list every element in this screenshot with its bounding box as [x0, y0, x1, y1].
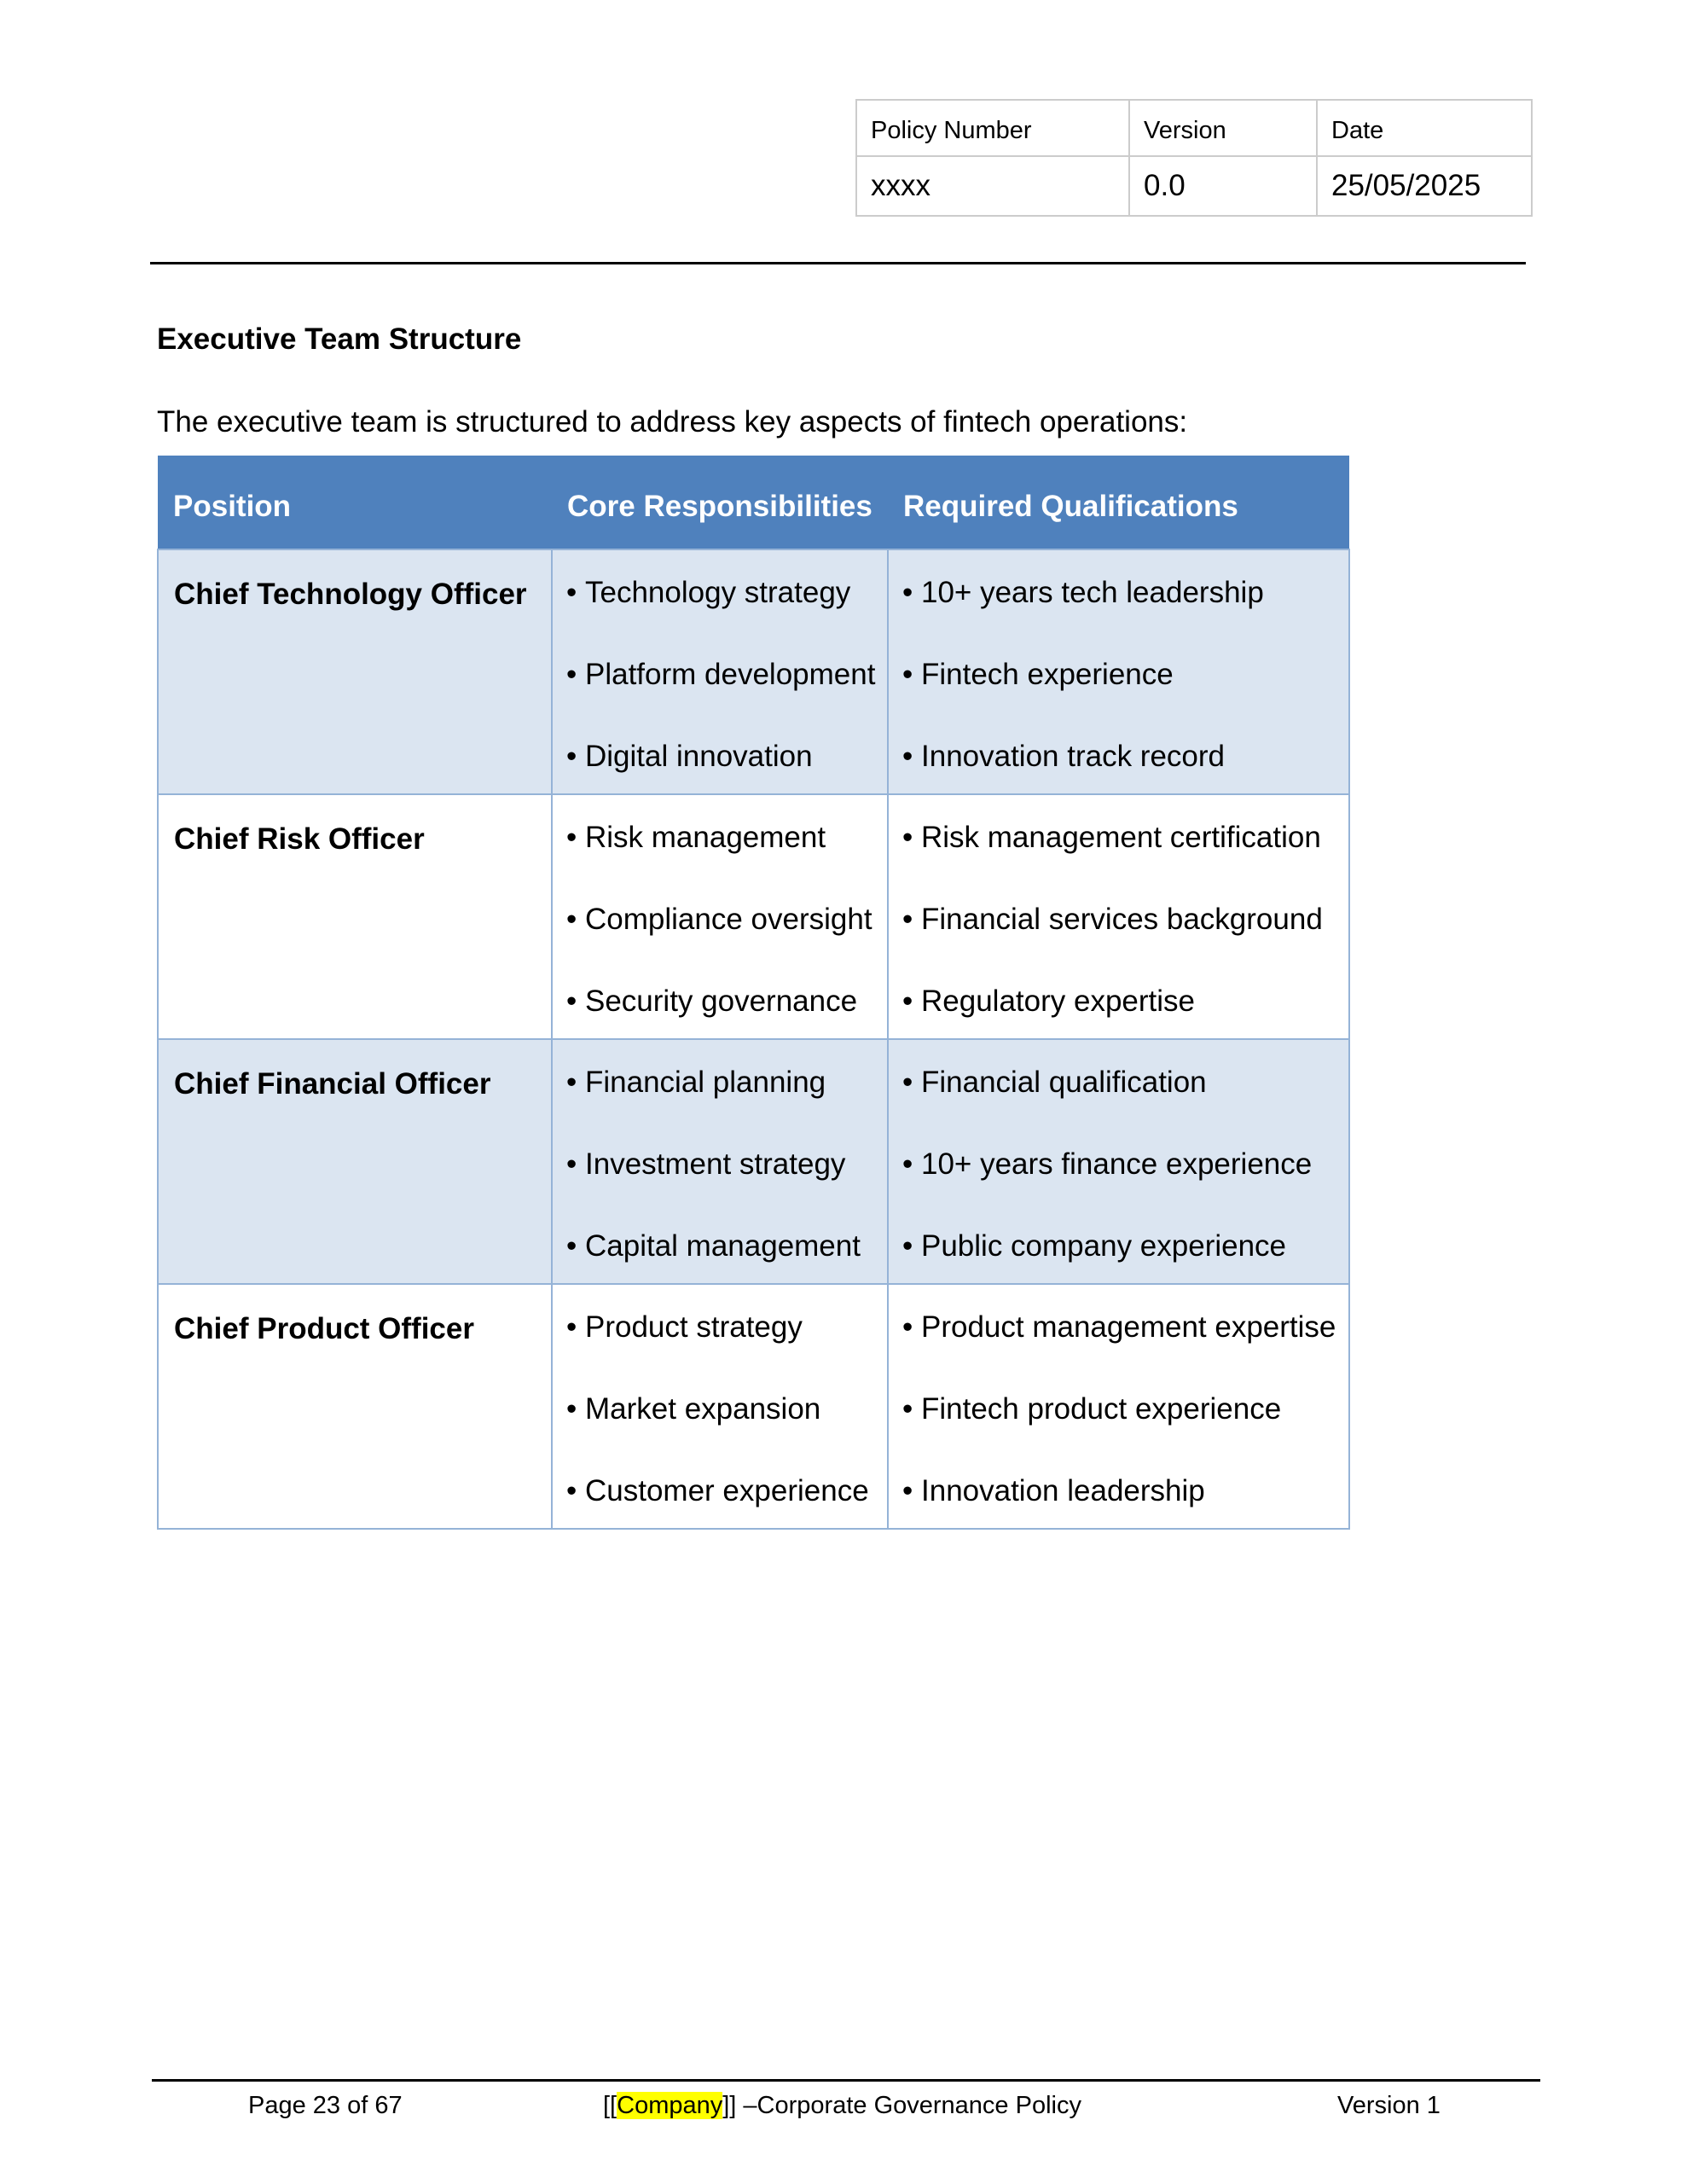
- list-item-text: Innovation track record: [921, 740, 1226, 773]
- bullet-icon: •: [566, 1310, 577, 1344]
- table-row: [158, 1284, 1349, 1529]
- bullet-icon: •: [566, 1474, 577, 1507]
- bullet-icon: •: [566, 821, 577, 854]
- list-item: [902, 550, 1342, 632]
- bullet-icon: •: [902, 1147, 913, 1181]
- column-header-position: Position: [158, 456, 552, 549]
- list-item-text: Regulatory expertise: [921, 985, 1195, 1018]
- table-row: [158, 1039, 1349, 1284]
- list-item-text: Fintech product experience: [921, 1392, 1282, 1426]
- list-item: [566, 1285, 880, 1367]
- policy-number-value: xxxx: [856, 156, 1129, 216]
- footer-title-suffix: ]] –Corporate Governance Policy: [722, 2092, 1081, 2119]
- position-cell: Chief Financial Officer: [158, 1039, 552, 1284]
- date-value: 25/05/2025: [1317, 156, 1532, 216]
- bullet-icon: •: [902, 1310, 913, 1344]
- list-item-text: Platform development: [585, 658, 876, 691]
- list-item-text: Security governance: [585, 985, 858, 1018]
- position-cell: Chief Technology Officer: [158, 549, 552, 794]
- list-item-text: Capital management: [585, 1229, 861, 1263]
- list-item: [902, 1285, 1342, 1367]
- meta-header-row: [856, 100, 1532, 156]
- meta-value-row: [856, 156, 1532, 216]
- bullet-icon: •: [566, 740, 577, 773]
- list-item-text: 10+ years finance experience: [921, 1147, 1313, 1181]
- list-item: [902, 632, 1342, 714]
- company-placeholder-highlight: Company: [617, 2092, 723, 2119]
- footer-document-title: [603, 2092, 1081, 2120]
- list-item-text: Fintech experience: [921, 658, 1174, 691]
- table-row: [158, 794, 1349, 1039]
- list-item: [902, 959, 1342, 1038]
- bullet-icon: •: [566, 1392, 577, 1426]
- bullet-icon: •: [902, 1229, 913, 1263]
- list-item-text: Innovation leadership: [921, 1474, 1205, 1507]
- list-item-text: 10+ years tech leadership: [921, 576, 1264, 609]
- header-divider: [150, 262, 1526, 264]
- list-item: [902, 1204, 1342, 1283]
- list-item: [902, 1449, 1342, 1528]
- policy-number-label: Policy Number: [856, 100, 1129, 156]
- list-item: [566, 1204, 880, 1283]
- footer-page-number: Page 23 of 67: [248, 2092, 403, 2119]
- position-cell: Chief Product Officer: [158, 1284, 552, 1529]
- position-cell: Chief Risk Officer: [158, 794, 552, 1039]
- qualifications-cell: [888, 549, 1349, 794]
- bullet-icon: •: [566, 658, 577, 691]
- bullet-icon: •: [902, 576, 913, 609]
- qualifications-cell: [888, 1284, 1349, 1529]
- responsibilities-cell: [552, 794, 888, 1039]
- list-item-text: Product management expertise: [921, 1310, 1336, 1344]
- bullet-icon: •: [566, 1147, 577, 1181]
- policy-meta-table: [855, 99, 1533, 217]
- list-item: [566, 632, 880, 714]
- list-item: [902, 1040, 1342, 1122]
- list-item-text: Risk management: [585, 821, 826, 854]
- list-item: [566, 550, 880, 632]
- bullet-icon: •: [566, 576, 577, 609]
- column-header-qualifications: Required Qualifications: [888, 456, 1349, 549]
- list-item: [902, 795, 1342, 877]
- list-item-text: Digital innovation: [585, 740, 813, 773]
- list-item: [566, 877, 880, 959]
- bullet-icon: •: [902, 740, 913, 773]
- version-value: 0.0: [1129, 156, 1317, 216]
- list-item-text: Compliance oversight: [585, 903, 872, 936]
- list-item: [566, 1122, 880, 1204]
- list-item-text: Risk management certification: [921, 821, 1321, 854]
- bullet-icon: •: [902, 985, 913, 1018]
- list-item-text: Product strategy: [585, 1310, 803, 1344]
- responsibilities-cell: [552, 1039, 888, 1284]
- list-item-text: Investment strategy: [585, 1147, 846, 1181]
- footer-version: Version 1: [1337, 2092, 1441, 2119]
- list-item-text: Financial qualification: [921, 1066, 1207, 1099]
- list-item: [566, 714, 880, 793]
- list-item-text: Public company experience: [921, 1229, 1287, 1263]
- list-item: [566, 1040, 880, 1122]
- bullet-icon: •: [902, 1474, 913, 1507]
- list-item: [566, 1449, 880, 1528]
- list-item-text: Financial services background: [921, 903, 1323, 936]
- list-item: [566, 1367, 880, 1449]
- section-title: Executive Team Structure: [157, 322, 522, 356]
- responsibilities-cell: [552, 1284, 888, 1529]
- list-item: [566, 959, 880, 1038]
- footer-title-prefix: [[: [603, 2092, 617, 2119]
- bullet-icon: •: [902, 1392, 913, 1426]
- date-label: Date: [1317, 100, 1532, 156]
- list-item: [566, 795, 880, 877]
- list-item: [902, 1122, 1342, 1204]
- list-item: [902, 877, 1342, 959]
- bullet-icon: •: [902, 821, 913, 854]
- column-header-responsibilities: Core Responsibilities: [552, 456, 888, 549]
- bullet-icon: •: [566, 985, 577, 1018]
- table-row: [158, 549, 1349, 794]
- bullet-icon: •: [902, 1066, 913, 1099]
- footer-divider: [152, 2079, 1540, 2082]
- list-item-text: Technology strategy: [585, 576, 851, 609]
- list-item-text: Financial planning: [585, 1066, 826, 1099]
- bullet-icon: •: [902, 903, 913, 936]
- list-item-text: Market expansion: [585, 1392, 821, 1426]
- list-item-text: Customer experience: [585, 1474, 869, 1507]
- qualifications-cell: [888, 794, 1349, 1039]
- bullet-icon: •: [566, 1229, 577, 1263]
- bullet-icon: •: [566, 903, 577, 936]
- responsibilities-cell: [552, 549, 888, 794]
- bullet-icon: •: [902, 658, 913, 691]
- executive-team-table: [157, 456, 1350, 1530]
- bullet-icon: •: [566, 1066, 577, 1099]
- intro-paragraph: The executive team is structured to address key aspects of fintech operations:: [157, 405, 1188, 439]
- table-header-row: [158, 456, 1349, 549]
- list-item: [902, 714, 1342, 793]
- version-label: Version: [1129, 100, 1317, 156]
- qualifications-cell: [888, 1039, 1349, 1284]
- list-item: [902, 1367, 1342, 1449]
